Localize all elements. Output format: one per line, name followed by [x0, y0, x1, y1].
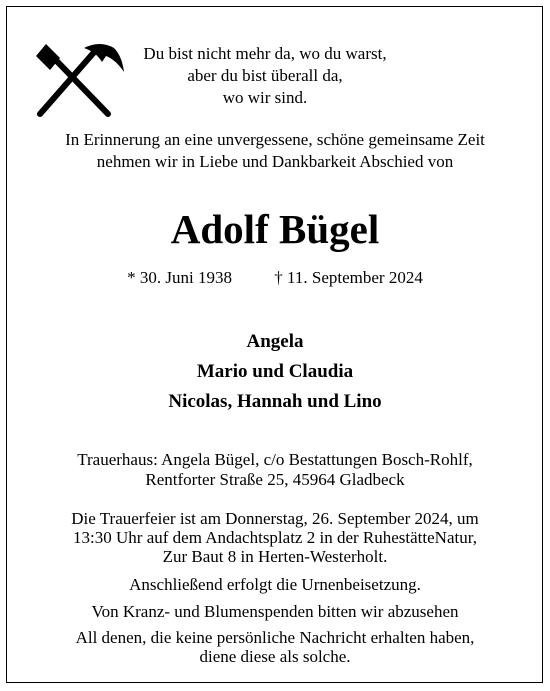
verse-line: wo wir sind.: [222, 88, 308, 107]
address-line: Rentforter Straße 25, 45964 Gladbeck: [145, 470, 405, 489]
closing-line: All denen, die keine persönliche Nachricht erhalten haben,: [75, 628, 475, 647]
life-dates: [0, 267, 550, 289]
verse: [140, 43, 390, 109]
urn-burial-note: Anschließend erfolgt die Urnenbeisetzung.: [129, 575, 421, 594]
ceremony-line: Zur Baut 8 in Herten-Westerholt.: [162, 547, 388, 566]
birth-date: * 30. Juni 1938: [127, 268, 232, 287]
deceased-name: Adolf Bügel: [170, 206, 380, 252]
flowers-note: Von Kranz- und Blumenspenden bitten wir abzusehen: [91, 602, 459, 621]
intro-line: In Erinnerung an eine unvergessene, schöne gemeinsame Zeit: [65, 130, 485, 149]
mourner: Nicolas, Hannah und Lino: [168, 391, 382, 412]
ceremony-line: Die Trauerfeier ist am Donnerstag, 26. September 2024, um: [71, 509, 479, 528]
crossed-hammer-and-pick-icon: [30, 38, 126, 118]
verse-line: aber du bist überall da,: [187, 66, 343, 85]
closing-line: diene diese als solche.: [199, 647, 351, 666]
mourner: Mario und Claudia: [196, 361, 354, 382]
ceremony-line: 13:30 Uhr auf dem Andachtsplatz 2 in der RuhestätteNatur,: [73, 528, 477, 547]
intro-line: nehmen wir in Liebe und Dankbarkeit Abschied von: [96, 152, 454, 171]
closing-note: [0, 628, 550, 666]
verse-line: Du bist nicht mehr da, wo du warst,: [143, 44, 387, 63]
intro-text: [0, 129, 550, 173]
funeral-ceremony-info: [0, 509, 550, 566]
mourner: Angela: [246, 331, 304, 352]
mourning-house-address: [0, 450, 550, 490]
address-line: Trauerhaus: Angela Bügel, c/o Bestattungen Bosch-Rohlf,: [77, 450, 473, 469]
death-date: † 11. September 2024: [274, 268, 423, 287]
mourners-list: [0, 327, 550, 417]
